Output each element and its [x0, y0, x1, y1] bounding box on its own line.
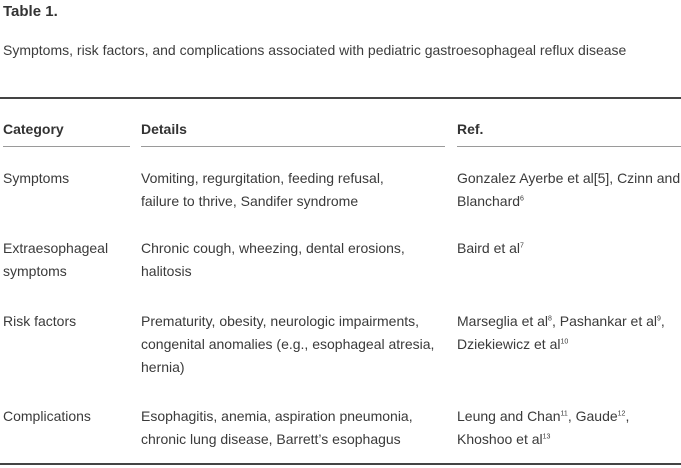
- details-cell: Esophagitis, anemia, aspiration pneumonia, chronic lung disease, Barrett’s esophagus: [141, 408, 413, 447]
- header-ref: Ref.: [457, 121, 681, 147]
- category-cell: Complications: [3, 408, 91, 424]
- category-cell: Risk factors: [3, 313, 77, 329]
- details-cell: Chronic cough, wheezing, dental erosions, halitosis: [141, 240, 405, 279]
- ref-cell: Baird et $al^7$: [457, 240, 524, 256]
- ref-cell: Gonzalez Ayerbe et al[5], Czinn and Blanchard$^6$: [457, 170, 681, 209]
- ref-cell: Leung and Chan$^{11}$, Gaude$^{12}$, Khoshoo et $al^{13}$: [457, 408, 630, 447]
- table-top-rule: [0, 97, 681, 99]
- ref-cell: Marseglia et $al^8$, Pashankar et $al^9$, Dziekiewicz et $al^{10}$: [457, 313, 665, 352]
- category-cell: Symptoms: [3, 170, 70, 186]
- header-details: Details: [141, 121, 445, 147]
- details-cell: Vomiting, regurgitation, feeding refusal, failure to thrive, Sandifer syndrome: [141, 170, 384, 209]
- table-caption: Symptoms, risk factors, and complications associated with pediatric gastroesophageal reflux disease: [3, 42, 627, 58]
- table-bottom-rule: [0, 463, 681, 465]
- table-title: Table 1.: [3, 3, 58, 20]
- header-category: Category: [3, 121, 130, 147]
- details-cell: Prematurity, obesity, neurologic impairments, congenital anomalies (e.g., esophageal atresia, hernia): [141, 313, 435, 375]
- category-cell: Extraesophageal symptoms: [3, 240, 109, 279]
